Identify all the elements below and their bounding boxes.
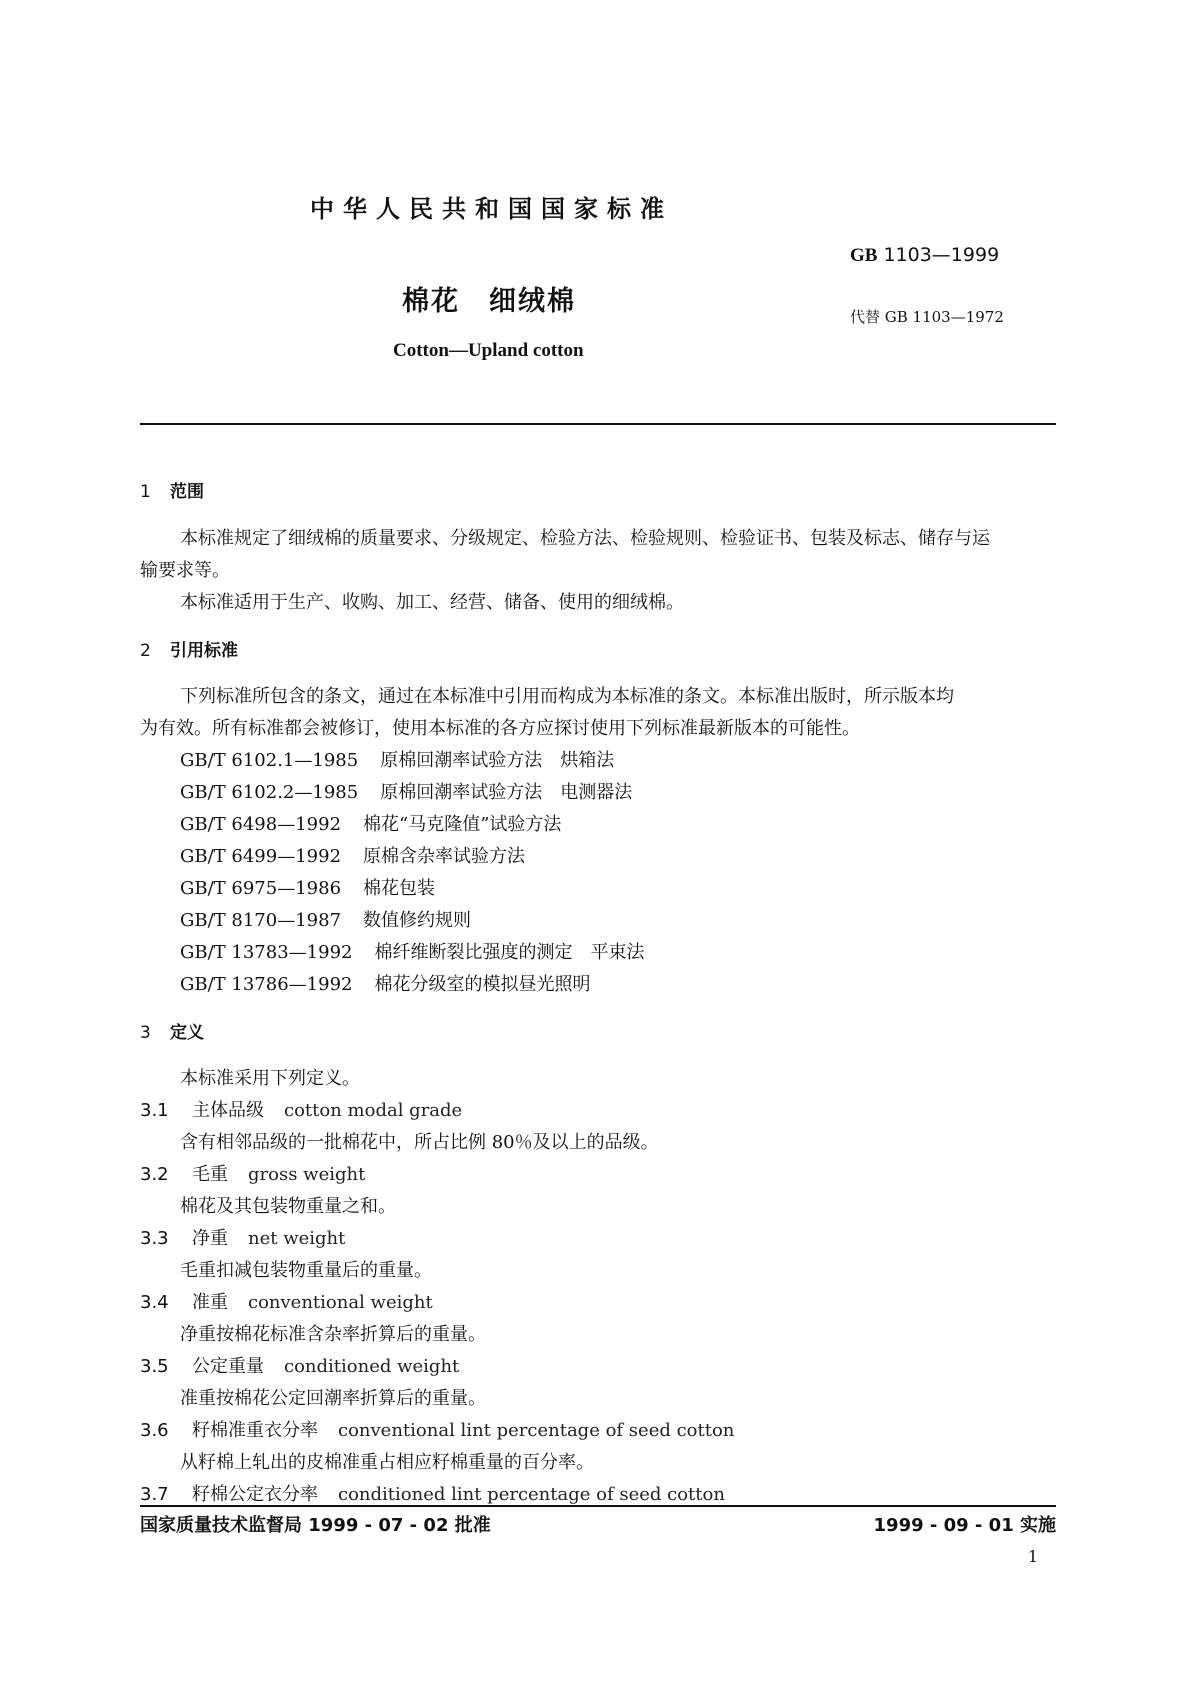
reference-name: 棉花包装 xyxy=(363,878,436,899)
reference-name: 棉花分级室的模拟昼光照明 xyxy=(374,974,591,995)
section-number: 1 xyxy=(140,482,151,502)
implementation-date: 1999 - 09 - 01 实施 xyxy=(873,1515,1056,1536)
definition-term xyxy=(140,1416,734,1442)
definition-term-cn: 主体品级 xyxy=(192,1100,264,1121)
reference-code: GB/T 6102.1—1985 xyxy=(180,750,359,771)
standard-number xyxy=(850,244,999,267)
section-3-heading xyxy=(140,1018,204,1043)
reference-item xyxy=(180,746,636,772)
reference-code: GB/T 13783—1992 xyxy=(180,942,353,963)
approval-note: 国家质量技术监督局 1999 - 07 - 02 批准 xyxy=(140,1515,491,1536)
definition-text: 含有相邻品级的一批棉花中，所占比例 80％及以上的品级。 xyxy=(180,1132,659,1153)
definition-term xyxy=(140,1352,459,1378)
reference-item xyxy=(180,810,583,836)
definition-number: 3.6 xyxy=(140,1420,169,1441)
section-1-para-2: 本标准适用于生产、收购、加工、经营、储备、使用的细绒棉。 xyxy=(180,592,684,613)
definition-term xyxy=(140,1096,462,1122)
reference-item xyxy=(180,970,612,996)
section-3-intro: 本标准采用下列定义。 xyxy=(180,1068,360,1089)
definition-term xyxy=(140,1160,365,1186)
standard-category: 中华人民共和国国家标准 xyxy=(310,195,673,223)
section-number: 3 xyxy=(140,1023,151,1043)
definition-term-en: conditioned weight xyxy=(284,1356,460,1377)
definition-text: 毛重扣减包装物重量后的重量。 xyxy=(180,1260,432,1281)
definition-text: 准重按棉花公定回潮率折算后的重量。 xyxy=(180,1388,486,1409)
definition-term-cn: 籽棉准重衣分率 xyxy=(192,1420,318,1441)
reference-item xyxy=(180,842,547,868)
reference-name: 原棉回潮率试验方法 烘箱法 xyxy=(380,750,615,771)
definition-term-cn: 毛重 xyxy=(192,1164,228,1185)
definition-number: 3.2 xyxy=(140,1164,169,1185)
reference-code: GB/T 6499—1992 xyxy=(180,846,342,867)
section-title: 引用标准 xyxy=(170,641,238,661)
section-2-para-1: 下列标准所包含的条文，通过在本标准中引用而构成为本标准的条文。本标准出版时，所示版本均 xyxy=(180,686,954,707)
reference-item xyxy=(180,938,666,964)
reference-name: 棉纤维断裂比强度的测定 平束法 xyxy=(374,942,645,963)
definition-number: 3.3 xyxy=(140,1228,169,1249)
section-1-para-1-cont: 输要求等。 xyxy=(140,560,230,581)
definition-term-en: gross weight xyxy=(248,1164,366,1185)
definition-number: 3.4 xyxy=(140,1292,169,1313)
definition-text: 棉花及其包装物重量之和。 xyxy=(180,1196,396,1217)
section-title: 范围 xyxy=(170,482,204,502)
reference-code: GB/T 6498—1992 xyxy=(180,814,342,835)
reference-name: 数值修约规则 xyxy=(363,910,472,931)
reference-code: GB/T 6975—1986 xyxy=(180,878,342,899)
reference-name: 棉花“马克隆值”试验方法 xyxy=(363,814,562,835)
section-2-para-1-cont: 为有效。所有标准都会被修订，使用本标准的各方应探讨使用下列标准最新版本的可能性。 xyxy=(140,718,860,739)
definition-term-en: conventional weight xyxy=(248,1292,433,1313)
reference-code: GB/T 8170—1987 xyxy=(180,910,342,931)
standard-number-value: 1103—1999 xyxy=(883,244,1000,266)
reference-name: 原棉含杂率试验方法 xyxy=(363,846,526,867)
definition-text: 净重按棉花标准含杂率折算后的重量。 xyxy=(180,1324,486,1345)
definition-term-cn: 籽棉公定衣分率 xyxy=(192,1484,318,1505)
reference-name: 原棉回潮率试验方法 电测器法 xyxy=(380,782,633,803)
definition-term-cn: 准重 xyxy=(192,1292,228,1313)
definition-term xyxy=(140,1224,345,1250)
standard-prefix: GB xyxy=(850,245,878,266)
document-title-en: Cotton—Upland cotton xyxy=(393,340,584,361)
definition-term xyxy=(140,1288,433,1314)
footer-divider xyxy=(140,1505,1056,1507)
section-title: 定义 xyxy=(170,1023,204,1043)
reference-item xyxy=(180,906,493,932)
header-divider xyxy=(140,423,1056,425)
section-2-heading xyxy=(140,636,238,661)
definition-term-en: net weight xyxy=(248,1228,346,1249)
definition-term-en: conditioned lint percentage of seed cotton xyxy=(338,1484,725,1505)
definition-term xyxy=(140,1480,725,1506)
section-1-para-1: 本标准规定了细绒棉的质量要求、分级规定、检验方法、检验规则、检验证书、包装及标志、储存与运 xyxy=(180,528,990,549)
definition-term-en: conventional lint percentage of seed cotton xyxy=(338,1420,735,1441)
definition-number: 3.1 xyxy=(140,1100,169,1121)
section-number: 2 xyxy=(140,641,151,661)
definition-number: 3.5 xyxy=(140,1356,169,1377)
section-1-heading xyxy=(140,477,204,502)
reference-code: GB/T 13786—1992 xyxy=(180,974,353,995)
reference-code: GB/T 6102.2—1985 xyxy=(180,782,359,803)
reference-item xyxy=(180,778,654,804)
reference-item xyxy=(180,874,457,900)
definition-term-cn: 公定重量 xyxy=(192,1356,264,1377)
replaces-note: 代替 GB 1103—1972 xyxy=(850,308,1004,326)
document-title: 棉花 细绒棉 xyxy=(402,286,576,317)
definition-text: 从籽棉上轧出的皮棉准重占相应籽棉重量的百分率。 xyxy=(180,1452,594,1473)
definition-number: 3.7 xyxy=(140,1484,169,1505)
page-number: 1 xyxy=(1027,1547,1038,1566)
definition-term-cn: 净重 xyxy=(192,1228,228,1249)
definition-term-en: cotton modal grade xyxy=(284,1100,463,1121)
